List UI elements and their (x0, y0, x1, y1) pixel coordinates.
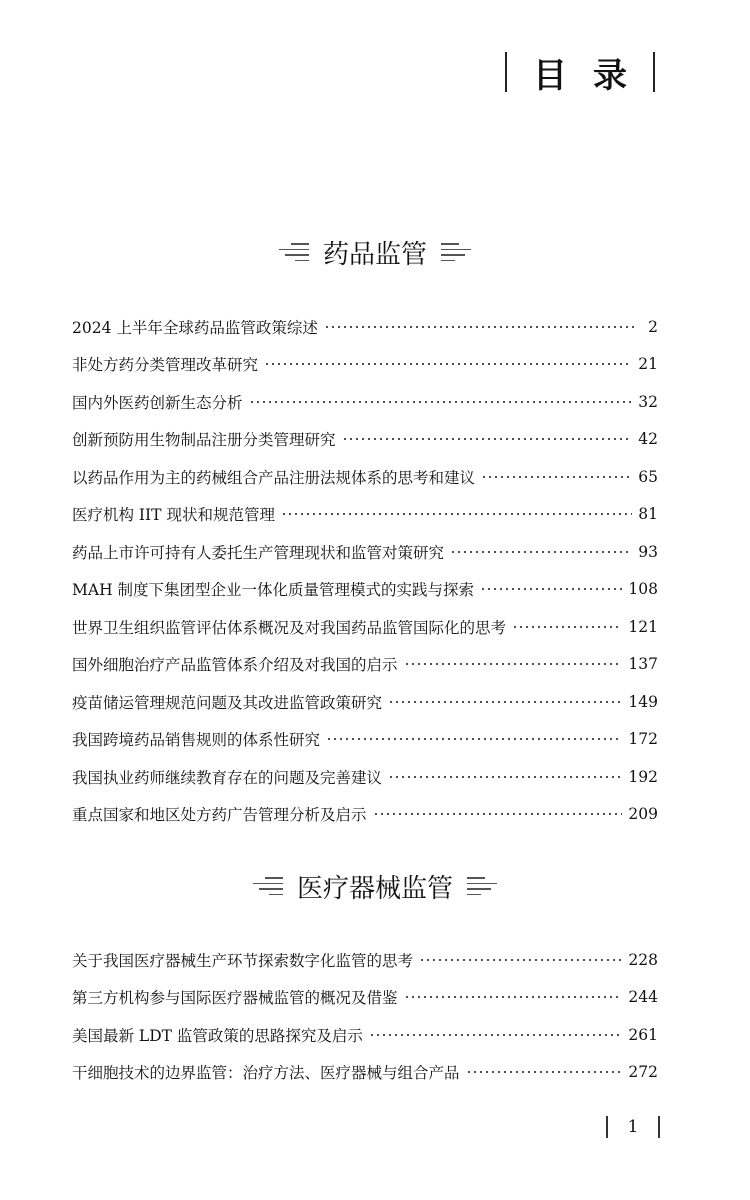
toc-entry-title: 关于我国医疗器械生产环节探索数字化监管的思考 (72, 951, 414, 970)
dot-leader (373, 812, 623, 816)
title-right-bar (653, 52, 655, 92)
dot-leader (264, 362, 632, 366)
dot-leader (419, 958, 622, 962)
toc-entry[interactable] (72, 721, 658, 759)
toc-entry[interactable] (72, 796, 658, 834)
dot-leader (369, 1033, 622, 1037)
dot-leader (512, 625, 622, 629)
toc-entry[interactable] (72, 346, 658, 384)
dot-leader (281, 512, 632, 516)
toc-entry[interactable] (72, 533, 658, 571)
page-title-char: 目 (533, 55, 567, 96)
dot-leader (326, 737, 622, 741)
toc-entry-title: 疫苗储运管理规范问题及其改进监管政策研究 (72, 693, 383, 712)
toc-entry[interactable] (72, 571, 658, 609)
page-title (505, 44, 655, 100)
dot-leader (450, 550, 632, 554)
toc-entry-page: 32 (638, 392, 658, 411)
folio-right-bar (658, 1116, 660, 1138)
toc-entry-title: 2024 上半年全球药品监管政策综述 (72, 318, 318, 337)
toc-entry-title: 非处方药分类管理改革研究 (72, 356, 259, 375)
toc-entry-title: MAH 制度下集团型企业一体化质量管理模式的实践与探索 (72, 581, 475, 600)
dot-leader (388, 700, 622, 704)
toc-entry-page: 65 (638, 467, 658, 486)
toc-entry[interactable] (72, 1016, 658, 1054)
toc-entry-title: 干细胞技术的边界监管：治疗方法、医疗器械与组合产品 (72, 1064, 460, 1083)
heading-ornament-left (279, 243, 309, 261)
section-title: 医疗器械监管 (296, 873, 453, 904)
toc-entry-page: 121 (628, 617, 658, 636)
dot-leader (466, 1070, 623, 1074)
toc-entry[interactable] (72, 646, 658, 684)
dot-leader (324, 325, 638, 329)
section-title: 药品监管 (322, 239, 427, 270)
dot-leader (388, 775, 622, 779)
toc-entry-page: 42 (638, 430, 658, 449)
toc-entry-title: 创新预防用生物制品注册分类管理研究 (72, 431, 336, 450)
heading-ornament-left (253, 877, 283, 895)
toc-entry-page: 21 (638, 355, 658, 374)
folio-left-bar (606, 1116, 608, 1138)
toc-entry[interactable] (72, 941, 658, 979)
toc-entry-title: 美国最新 LDT 监管政策的思路探究及启示 (72, 1026, 363, 1045)
toc-entry-title: 国外细胞治疗产品监管体系介绍及对我国的启示 (72, 656, 398, 675)
dot-leader (480, 587, 622, 591)
toc-entry-title: 药品上市许可持有人委托生产管理现状和监管对策研究 (72, 543, 445, 562)
section-heading-device (0, 868, 750, 904)
toc-entry-page: 81 (638, 505, 658, 524)
toc-entry-title: 国内外医药创新生态分析 (72, 393, 243, 412)
toc-entry-title: 我国执业药师继续教育存在的问题及完善建议 (72, 768, 383, 787)
toc-entry-page: 209 (628, 805, 658, 824)
toc-entry-page: 192 (628, 767, 658, 786)
toc-entry-page: 261 (628, 1025, 658, 1044)
toc-entry-page: 149 (628, 692, 658, 711)
toc-entry[interactable] (72, 496, 658, 534)
toc-entry-page: 244 (628, 988, 658, 1007)
dot-leader (404, 662, 623, 666)
page-number (606, 1116, 660, 1138)
toc-entry-title: 世界卫生组织监管评估体系概况及对我国药品监管国际化的思考 (72, 618, 507, 637)
toc-entry-page: 272 (628, 1063, 658, 1082)
toc-entry-page: 228 (628, 950, 658, 969)
toc-entry[interactable] (72, 458, 658, 496)
dot-leader (481, 475, 632, 479)
section-heading-drug (0, 234, 750, 270)
page-number-value: 1 (627, 1117, 639, 1137)
heading-ornament-right (467, 877, 497, 895)
toc-entry-title: 医疗机构 IIT 现状和规范管理 (72, 506, 275, 525)
toc-entry[interactable] (72, 758, 658, 796)
toc-entry-title: 以药品作用为主的药械组合产品注册法规体系的思考和建议 (72, 468, 476, 487)
page-title-char: 录 (593, 55, 627, 96)
toc-entry-title: 我国跨境药品销售规则的体系性研究 (72, 731, 321, 750)
toc-entry-page: 137 (628, 655, 658, 674)
toc-entry[interactable] (72, 979, 658, 1017)
toc-entry-page: 2 (648, 317, 658, 336)
toc-entry[interactable] (72, 421, 658, 459)
heading-ornament-right (441, 243, 471, 261)
toc-entry[interactable] (72, 308, 658, 346)
toc-entry-title: 重点国家和地区处方药广告管理分析及启示 (72, 806, 367, 825)
toc-list-device (72, 941, 658, 1091)
toc-entry-page: 108 (628, 580, 658, 599)
toc-entry-page: 172 (628, 730, 658, 749)
toc-entry[interactable] (72, 683, 658, 721)
toc-entry-title: 第三方机构参与国际医疗器械监管的概况及借鉴 (72, 989, 398, 1008)
toc-entry[interactable] (72, 608, 658, 646)
toc-list-drug (72, 308, 658, 833)
dot-leader (249, 400, 633, 404)
toc-entry-page: 93 (638, 542, 658, 561)
dot-leader (342, 437, 633, 441)
toc-entry[interactable] (72, 383, 658, 421)
dot-leader (404, 995, 623, 999)
toc-entry[interactable] (72, 1054, 658, 1092)
